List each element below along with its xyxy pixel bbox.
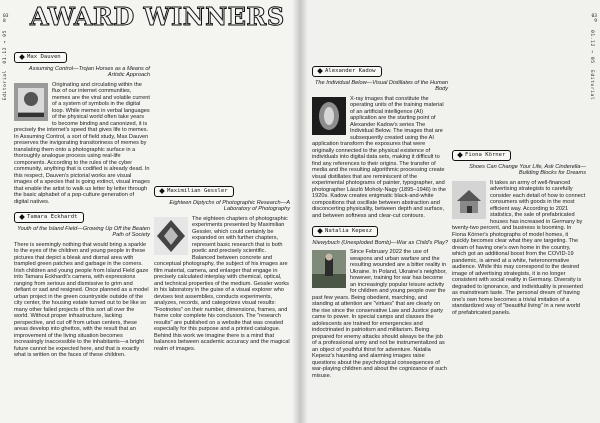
winner-subtitle: Eighteen Diptychs of Photographic Research—A Laboratory of Photography (169, 199, 290, 212)
column-2 (154, 186, 290, 353)
spread-title: AWARD WINNERS (30, 2, 285, 31)
right-sidebar (589, 14, 597, 100)
diamond-icon (19, 54, 25, 60)
winner-thumbnail-koerner (452, 181, 486, 219)
diamond-icon (19, 214, 25, 220)
winner-name-tag (312, 66, 382, 77)
left-date: 01.12 → 05 (3, 30, 8, 64)
left-section: Editorial (3, 69, 8, 100)
left-sidebar (3, 14, 11, 100)
winner-text: Originating and circulating within the flux of our internet communities, memes are the viral and volatile current of a system of symbols in the digital loop. While memes in verbal languages of the physical world often take years to become binding and canonized, it is precisely the internet's speed that gives life to memes. In Assuming Control, a sort of field study, Max Dauven preserves the invigorating transitoriness of memes by translating them onto a photographic surface in a thoroughly analogue process using real-life components. According to the rules of the cyber community, anything that is codified is already dead. In this respect, Dauven's pictorial works are visual images of a species that is going extinct, visual images that enable the artist to walk us letter by letter through the basic alphabet of a pop-culture generation of digital natives. (14, 81, 150, 205)
winner-subtitle: Shoes Can Change Your Life, Ask Cinderella—Building Blocks for Dreams (469, 163, 586, 176)
left-page-number: 038 (3, 14, 9, 24)
winner-name: Alexander Kadow (325, 68, 376, 74)
winner-text: Since February 2022 the use of weapons and urban warfare and the resulting wounded are a bitter reality in Ukraine. In Poland, Ukraine's neighbor, however, training for war has become an increasingly popular leisure activity for children and young people over the past few years. Being obedient, marching, and standing at attention are "virtues" that are clearly on the rise since the conservative Law and Justice party came to power. In special camps and classes the adolescents are trained for emergencies and indoctrinated in patriotism and militarism. Being prepared for enemy attacks should always be the job of a professional army and not be instrumentalized as an object of youthful thirst for adventure. Natalia Kepesz's haunting and alarming images raise questions about the psychological consequences of war-playing children and about the cognizance of such misuse. (312, 249, 447, 379)
winner-name: Tamara Eckhardt (27, 214, 78, 220)
winner-text: There is seemingly nothing that would bring a sparkle to the eyes of the children and young people in these pictures that depict a bleak and dismal area with trampled green patches and garbage in the corners. Irish children and young people from Island Field gaze into Tamara Eckhardt's camera, with expressions ranging from serious and dismissive to grim and defiant or sad and resigned. Once planned as a model urban project in the green countryside outside of the city center, the housing estate turned out to be like so many other failed projects of this sort all over the world. Without proper infrastructure, lacking perspective, and cut off from urban centers, these areas develop into ghettos, with the result that an improvement of the living situation becomes increasingly inaccessible to the inhabitants—a bright future cannot be expected here, and that is exactly what is written on the faces of these children. (14, 241, 149, 358)
winner-name-tag (312, 226, 378, 237)
column-4 (452, 150, 586, 317)
spread-gutter-shadow (292, 0, 308, 423)
winner-text: The eighteen chapters of photographic experiments presented by Maximilian Gessler, which could certainly be expanded on with further chapters, represent basic research that is both poetic and precisely scientific. Balanced between concrete and conceptual photography, the subject of his images are film material, camera, and enlarger that engage in precisely calculated interplay with chemical, optical, and technical properties of the medium. Gessler works in his laboratory in the guise of a visual explorer who devises test assemblies, conducts experiments, analyzes, records, and categorizes visual results: "Footnotes" on their number, dimensions, frames, and frame color complete his conclusion. The "research results" are published on a website that was created especially for this purpose and a printed catalogue. Behind this work we imagine there is a mind that balances between academic accuracy and the magical realm of images. (154, 215, 290, 352)
winner-thumbnail-dauven (14, 83, 48, 121)
winner-text: X-ray images that constitute the operating units of the training material of an artificial intelligence (AI) application are the starting point of Alexander Kadow's series The Individual Below. The images that are subsequently created using the AI application transform the exposures that were originally connected to the physical existence of individuals into digital data sets, making it difficult to find any references to their origins. The transfer of media and the resulting algorithmic processing create visual distillates that are reminiscent of the experimental photograms of painter, typographer, and photographer László Moholy-Nagy (1895–1946) in the 1920s. Kadow creates enigmatic black-and-white compositions that oscillate between abstraction and disconcerting physicality, between depth and surface, and between softness and clear-cut contours. (312, 95, 447, 219)
winner-name: Fiona Körner (465, 152, 506, 158)
winner-name-tag (452, 150, 511, 161)
winner-name-tag (14, 52, 67, 63)
column-3 (312, 66, 448, 380)
winner-text: It takes an army of well-financed advertising strategists to carefully consider each detail of how to connect consumers with goods in the most efficient way. According to 2021 statistics, the sale of prefabricated houses has increased in Germany by twenty-two percent, and business is booming. In Fiona Körner's photographs of model homes, it quickly becomes clear what they are targeting. The dream of having one's own home in the country, which got an additional boost from the COVID-19 pandemic, is aimed at a white, heteronormative audience. While this may correspond to the desired image of advertising strategists, it is no longer consistent with social reality in Germany. Diversity is degraded to ignorance, and individuality is presented as mainstream taste. The personal dream of having one's own home becomes a trivial imitation of a standardized way of "beautiful living" in a new world of prefabricated panels. (452, 179, 586, 316)
winner-subtitle: The Individual Below—Visual Distillates of the Human Body (315, 79, 448, 92)
winner-name-tag (154, 186, 234, 197)
winner-name-tag (14, 212, 84, 223)
winner-thumbnail-gessler (154, 217, 188, 255)
column-1 (14, 52, 150, 360)
right-section: Editorial (589, 69, 594, 100)
winner-thumbnail-kadow (312, 97, 346, 135)
winner-name: Natalia Kepesz (325, 228, 373, 234)
diamond-icon (159, 188, 165, 194)
winner-subtitle: Youth of the Island Field—Growing Up Off the Beaten Path of Society (17, 225, 150, 238)
winner-subtitle: Assuming Control—Trojan Horses as a Means of Artistic Approach (28, 65, 150, 78)
diamond-icon (317, 228, 323, 234)
winner-subtitle: Niewybuch (Unexploded Bomb)—War as Child's Play? (312, 239, 448, 246)
diamond-icon (457, 152, 463, 158)
winner-name: Maximilian Gessler (167, 188, 228, 194)
right-page (300, 0, 600, 423)
right-page-number: 039 (591, 14, 597, 24)
diamond-icon (317, 68, 323, 74)
winner-name: Max Dauven (27, 54, 61, 60)
winner-thumbnail-kepesz (312, 250, 346, 288)
right-date: 01.12 → 05 (589, 30, 594, 64)
